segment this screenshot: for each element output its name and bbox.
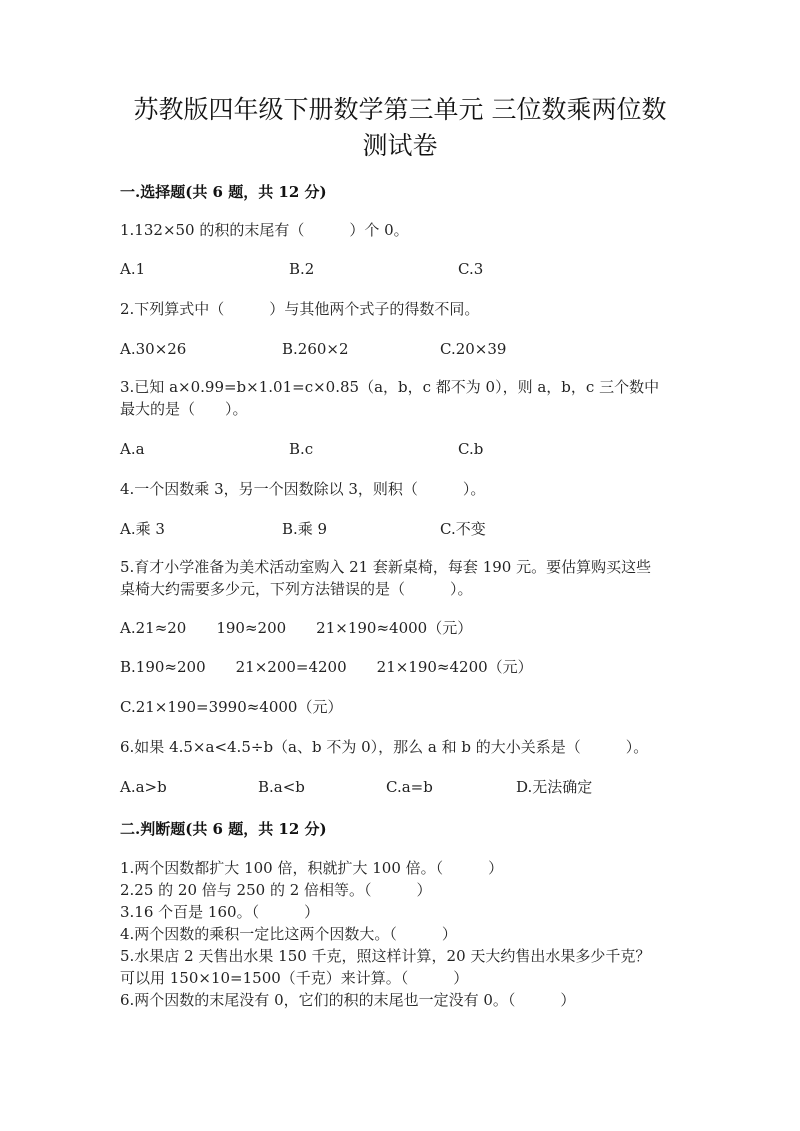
question-text: 2.下列算式中（ ）与其他两个式子的得数不同。	[120, 300, 480, 318]
title-line-2: 测试卷	[362, 131, 438, 160]
option-c[interactable]: C.不变	[440, 520, 486, 538]
question-text-line-1: 5.育才小学准备为美术活动室购入 21 套新桌椅，每套 190 元。要估算购买这些	[120, 558, 652, 576]
judge-question-5-line-1: 5.水果店 2 天售出水果 150 千克，照这样计算，20 天大约售出水果多少千克？	[120, 947, 651, 965]
question-3	[120, 376, 685, 420]
question-text-line-2: 最大的是（ ）。	[120, 400, 248, 418]
option-c[interactable]: C.20×39	[440, 340, 507, 358]
question-4-options	[120, 518, 720, 540]
option-a[interactable]: A.21≈20 190≈200 21×190≈4000（元）	[120, 619, 473, 637]
judge-question-list	[120, 857, 720, 1011]
question-5-option-a[interactable]	[120, 617, 720, 639]
question-text: 4.一个因数乘 3，另一个因数除以 3，则积（ ）。	[120, 480, 486, 498]
option-a[interactable]: A.1	[120, 260, 146, 278]
question-3-options	[120, 438, 720, 460]
question-1	[120, 219, 685, 241]
judge-question-6: 6.两个因数的末尾没有 0，它们的积的末尾也一定没有 0。（ ）	[120, 991, 576, 1009]
question-text-line-2: 桌椅大约需要多少元，下列方法错误的是（ ）。	[120, 580, 473, 598]
question-5	[120, 556, 685, 600]
option-a[interactable]: A.a	[120, 440, 145, 458]
option-a[interactable]: A.30×26	[120, 340, 187, 358]
question-2-options	[120, 338, 720, 360]
option-c[interactable]: C.a=b	[386, 778, 433, 796]
option-b[interactable]: B.190≈200 21×200=4200 21×190≈4200（元）	[120, 658, 533, 676]
option-b[interactable]: B.乘 9	[282, 520, 328, 538]
question-text-line-1: 3.已知 a×0.99=b×1.01=c×0.85（a，b，c 都不为 0），则 a，b，c 三个数中	[120, 378, 660, 396]
question-6-options	[120, 776, 720, 798]
question-text: 1.132×50 的积的末尾有（ ）个 0。	[120, 221, 409, 239]
question-4	[120, 478, 685, 500]
question-6	[120, 736, 685, 758]
judge-question-2: 2.25 的 20 倍与 250 的 2 倍相等。（ ）	[120, 881, 432, 899]
judge-question-4: 4.两个因数的乘积一定比这两个因数大。（ ）	[120, 925, 457, 943]
option-b[interactable]: B.a<b	[258, 778, 305, 796]
question-5-option-c[interactable]	[120, 696, 720, 718]
question-2	[120, 298, 685, 320]
option-b[interactable]: B.260×2	[282, 340, 349, 358]
page-title	[0, 92, 800, 164]
title-line-1: 苏教版四年级下册数学第三单元 三位数乘两位数	[133, 95, 667, 124]
question-1-options	[120, 258, 720, 280]
option-c[interactable]: C.b	[458, 440, 484, 458]
option-a[interactable]: A.a>b	[120, 778, 167, 796]
judge-question-5-line-2: 可以用 150×10=1500（千克）来计算。（ ）	[120, 969, 469, 987]
option-a[interactable]: A.乘 3	[120, 520, 165, 538]
choice-section-heading: 一.选择题(共 6 题，共 12 分)	[120, 183, 327, 201]
judge-question-3: 3.16 个百是 160。（ ）	[120, 903, 320, 921]
question-text: 6.如果 4.5×a<4.5÷b（a、b 不为 0），那么 a 和 b 的大小关系是（ ）。	[120, 738, 649, 756]
option-b[interactable]: B.2	[289, 260, 315, 278]
option-d[interactable]: D.无法确定	[516, 778, 593, 796]
option-c[interactable]: C.3	[458, 260, 484, 278]
judge-question-1: 1.两个因数都扩大 100 倍，积就扩大 100 倍。（ ）	[120, 859, 504, 877]
question-5-option-b[interactable]	[120, 656, 720, 678]
judge-section-heading: 二.判断题(共 6 题，共 12 分)	[120, 820, 327, 838]
option-c[interactable]: C.21×190=3990≈4000（元）	[120, 698, 343, 716]
option-b[interactable]: B.c	[289, 440, 314, 458]
